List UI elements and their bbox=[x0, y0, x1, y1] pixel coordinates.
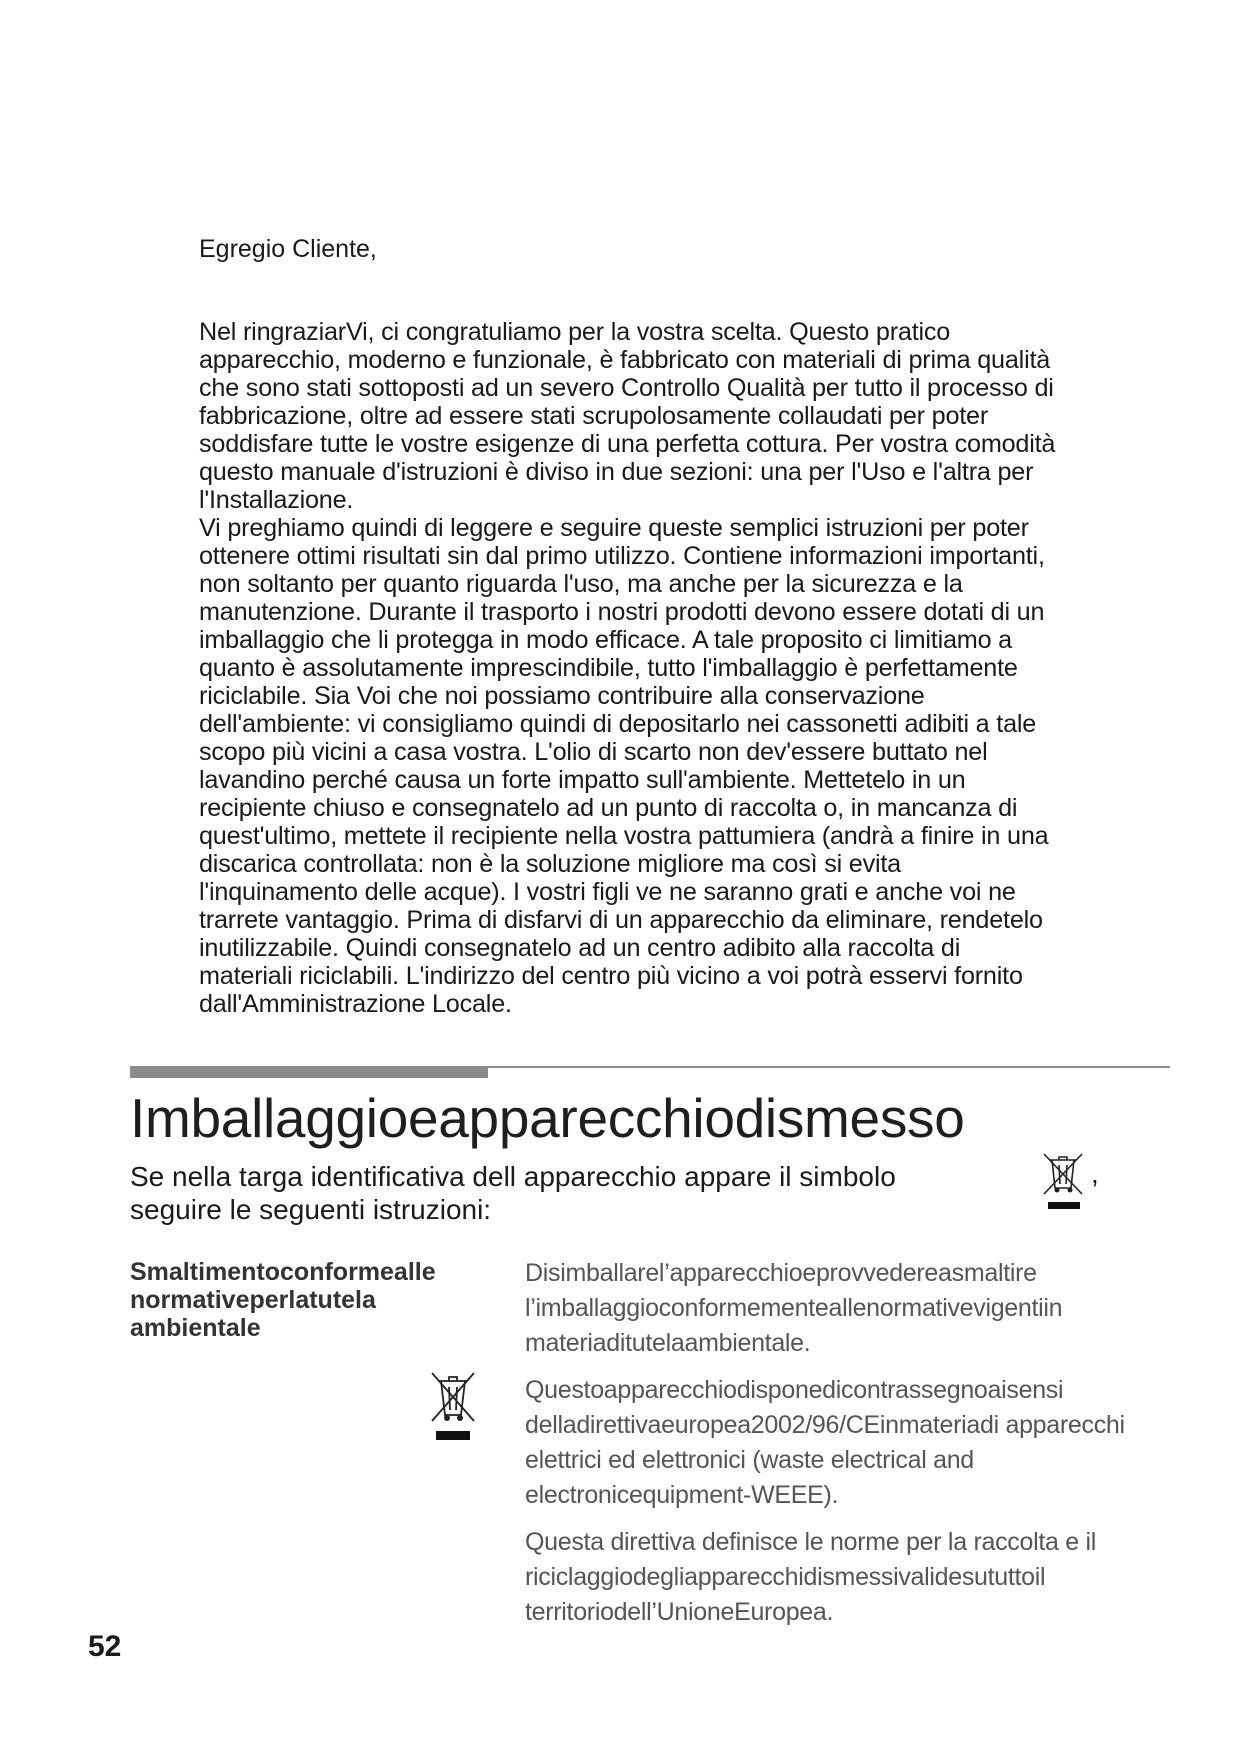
symbol-instruction bbox=[130, 1160, 1010, 1226]
disposal-subheading: Smaltimentoconformealle normativeperlatutela ambientale bbox=[130, 1258, 436, 1342]
disposal-paragraph-3: Questa direttiva definisce le norme per la raccolta e il riciclaggiodegliapparecchidismessivalidesututtoil territoriodell’UnioneEuropea. bbox=[525, 1528, 1096, 1626]
crossed-out-bin-icon bbox=[428, 1367, 478, 1442]
disposal-instructions bbox=[525, 1256, 1185, 1642]
intro-text bbox=[199, 318, 1059, 1018]
greeting: Egregio Cliente, bbox=[199, 235, 377, 263]
intro-paragraph-2: Vi preghiamo quindi di leggere e seguire queste semplici istruzioni per poter ottenere ottimi risultati sin dal primo utilizzo. Contiene informazioni importanti, non soltanto per quanto riguarda l'uso, ma anche per la sicurezza e la manutenzione. Durante il trasporto i nostri prodotti devono essere dotati di un imballaggio che li protegga in modo efficace. A tale proposito ci limitiamo a quanto è assolutamente imprescindibile, tutto l'imballaggio è perfettamente riciclabile. Sia Voi che noi possiamo contribuire alla conservazione dell'ambiente: vi consigliamo quindi di depositarlo nei cassonetti adibiti a tale scopo più vicini a casa vostra. L'olio di scarto non dev'essere buttato nel lavandino perché causa un forte impatto sull'ambiente. Mettetelo in un recipiente chiuso e consegnatelo ad un punto di raccolta o, in mancanza di quest'ultimo, mettete il recipiente nella vostra pattumiera (andrà a finire in una discarica controllata: non è la soluzione migliore ma così si evita l'inquinamento delle acque). I vostri figli ve ne saranno grati e anche voi ne trarrete vantaggio. Prima di disfarvi di un apparecchio da eliminare, rendetelo inutilizzabile. Quindi consegnatelo ad un centro adibito alla raccolta di materiali riciclabili. L'indirizzo del centro più vicino a voi potrà esservi fornito dall'Amministrazione Locale. bbox=[199, 514, 1049, 1018]
disposal-paragraph-2: Questoapparecchiodisponedicontrassegnoaisensi delladirettivaeuropea2002/96/CEinmateriadi apparecchi elettrici ed elettronici (waste electrical and electronicequipment-WEEE). bbox=[525, 1376, 1125, 1509]
comma: , bbox=[1091, 1158, 1099, 1189]
disposal-paragraph-1: Disimballarel’apparecchioeprovvedereasmaltire l’imballaggioconformementeallenormativevigentiin materiaditutelaambientale. bbox=[525, 1259, 1063, 1357]
section-divider-accent bbox=[130, 1067, 488, 1078]
section-title: Imballaggioeapparecchiodismesso bbox=[130, 1087, 965, 1149]
intro-paragraph-1: Nel ringraziarVi, ci congratuliamo per la vostra scelta. Questo pratico apparecchio, moderno e funzionale, è fabbricato con materiali di prima qualità che sono stati sottoposti ad un severo Controllo Qualità per tutto il processo di fabbricazione, oltre ad essere stati scrupolosamente collaudati per poter soddisfare tutte le vostre esigenze di una perfetta cottura. Per vostra comodità questo manuale d'istruzioni è diviso in due sezioni: una per l'Uso e l'altra per l'Installazione. bbox=[199, 318, 1056, 514]
crossed-out-bin-icon bbox=[1040, 1150, 1086, 1212]
symbol-instruction-line-2: seguire le seguenti istruzioni: bbox=[130, 1194, 492, 1225]
page-number: 52 bbox=[88, 1630, 122, 1663]
symbol-instruction-line-1: Se nella targa identificativa dell apparecchio appare il simbolo bbox=[130, 1161, 896, 1192]
